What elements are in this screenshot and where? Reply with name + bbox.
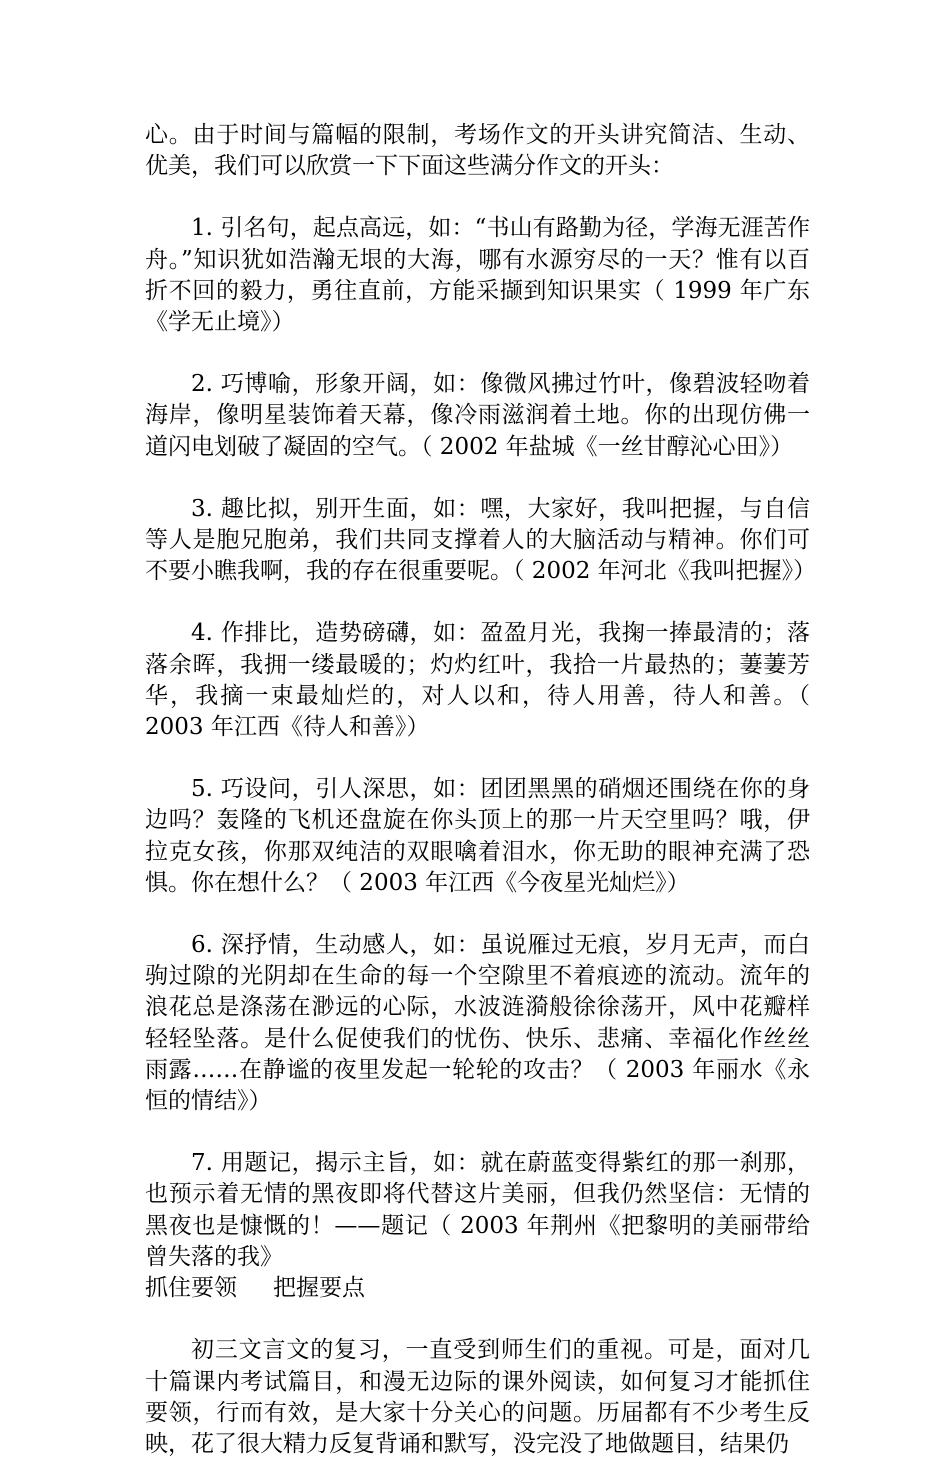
paragraph-item-7: 7. 用题记，揭示主旨，如：就在蔚蓝变得紫红的那一刹那，也预示着无情的黑夜即将代替这片美丽，但我仍然坚信：无情的黑夜也是慷慨的！——题记（ 2003 年荆州《把黎明的美丽带给曾失落的我》 xyxy=(145,1150,810,1270)
section-heading-part-2: 把握要点 xyxy=(273,1275,365,1302)
section-heading-part-1: 抓住要领 xyxy=(145,1275,237,1302)
paragraph-item-3: 3. 趣比拟，别开生面，如：嘿，大家好，我叫把握，与自信等人是胞兄胞弟，我们共同支撑着人的大脑活动与精神。你们可不要小瞧我啊，我的存在很重要呢。（ 2002 年河北《我叫把握》） xyxy=(145,495,817,585)
paragraph-item-6: 6. 深抒情，生动感人，如：虽说雁过无痕，岁月无声，而白驹过隙的光阴却在生命的每一个空隙里不着痕迹的流动。流年的浪花总是涤荡在渺远的心际，水波涟漪般徐徐荡开，风中花瓣样轻轻坠落。是什么促使我们的忧伤、快乐、悲痛、幸福化作丝丝雨露……在静谧的夜里发起一轮轮的攻击？（ 2003 年丽水《永恒的情结》） xyxy=(145,932,810,1115)
paragraph-item-5: 5. 巧设问，引人深思，如：团团黑黑的硝烟还围绕在你的身边吗？轰隆的飞机还盘旋在你头顶上的那一片天空里吗？哦，伊拉克女孩，你那双纯洁的双眼噙着泪水，你无助的眼神充满了恐惧。你在想什么？（ 2003 年江西《今夜星光灿烂》） xyxy=(145,776,810,896)
paragraph-review: 初三文言文的复习，一直受到师生们的重视。可是，面对几十篇课内考试篇目，和漫无边际的课外阅读，如何复习才能抓住要领，行而有效，是大家十分关心的问题。历届都有不少考生反映，花了很大精力反复背诵和默写，没完没了地做题目，结果仍 xyxy=(145,1337,810,1457)
document-body xyxy=(145,120,817,1460)
paragraph-item-2: 2. 巧博喻，形象开阔，如：像微风拂过竹叶，像碧波轻吻着海岸，像明星装饰着天幕，像冷雨滋润着土地。你的出现仿佛一道闪电划破了凝固的空气。（ 2002 年盐城《一丝甘醇沁心田》） xyxy=(145,371,810,460)
section-heading xyxy=(145,1273,810,1304)
paragraph-intro: 心。由于时间与篇幅的限制，考场作文的开头讲究简洁、生动、优美，我们可以欣赏一下下面这些满分作文的开头： xyxy=(145,122,810,180)
paragraph-item-4: 4. 作排比，造势磅礴，如：盈盈月光，我掬一捧最清的；落落余晖，我拥一缕最暖的；灼灼红叶，我拾一片最热的；萋萋芳华，我摘一束最灿烂的，对人以和，待人用善，待人和善。（ 2003 年江西《待人和善》） xyxy=(145,620,810,741)
paragraph-item-1: 1. 引名句，起点高远，如：“书山有路勤为径，学海无涯苦作舟。”知识犹如浩瀚无垠的大海，哪有水源穷尽的一天？惟有以百折不回的毅力，勇往直前，方能采撷到知识果实（ 1999 年广东《学无止境》） xyxy=(145,215,810,336)
